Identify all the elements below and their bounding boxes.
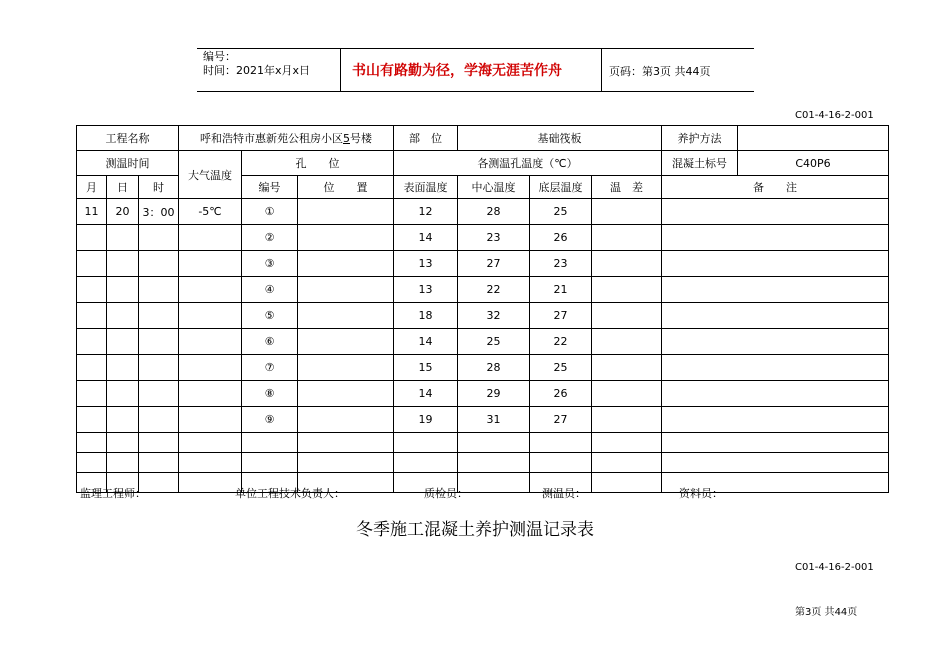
cell-pos [298, 277, 394, 303]
table-row [77, 381, 889, 407]
table-row [77, 329, 889, 355]
table-row [77, 225, 889, 251]
table-row [77, 453, 889, 473]
cell-air [179, 453, 242, 473]
header-divider [601, 49, 602, 91]
cell-no: ① [242, 199, 298, 225]
inspector-signature-label: 质检员： [424, 487, 468, 500]
cell-center [458, 433, 530, 453]
cell-air [179, 277, 242, 303]
cell-air: -5℃ [179, 199, 242, 225]
cell-diff [592, 453, 662, 473]
concrete-grade-label: 混凝土标号 [662, 151, 738, 175]
cell-no: ⑥ [242, 329, 298, 355]
cell-no: ④ [242, 277, 298, 303]
cell-pos [298, 251, 394, 277]
col-month: 月 [77, 176, 107, 199]
cell-month [77, 453, 107, 473]
cell-bottom: 27 [530, 303, 592, 329]
cell-diff [592, 355, 662, 381]
footer-page-counter: 第3页 共44页 [795, 607, 858, 618]
col-number: 编号 [242, 176, 298, 199]
measurement-rows [77, 199, 889, 493]
cell-month [77, 277, 107, 303]
cell-hour [139, 303, 179, 329]
cell-bottom: 23 [530, 251, 592, 277]
cell-surface [394, 433, 458, 453]
supervisor-signature-label: 监理工程师： [80, 487, 146, 500]
project-name-label: 工程名称 [77, 126, 179, 151]
cell-bottom: 25 [530, 199, 592, 225]
cell-diff [592, 251, 662, 277]
cell-surface: 13 [394, 251, 458, 277]
cell-bottom [530, 433, 592, 453]
header-divider [340, 49, 341, 91]
hole-position-label: 孔 位 [242, 151, 394, 176]
part-value: 基础筏板 [458, 126, 662, 151]
cell-surface: 13 [394, 277, 458, 303]
cell-no: ⑤ [242, 303, 298, 329]
cell-month: 11 [77, 199, 107, 225]
col-position: 位 置 [298, 176, 394, 199]
cell-diff [592, 473, 662, 493]
cell-center [458, 453, 530, 473]
cell-remark [662, 381, 889, 407]
cell-day [107, 277, 139, 303]
table-row [77, 473, 889, 493]
cell-no: ⑦ [242, 355, 298, 381]
cell-pos [298, 199, 394, 225]
cell-remark [662, 329, 889, 355]
table-row [77, 277, 889, 303]
cell-air [179, 329, 242, 355]
thermometrist-signature-label: 测温员： [542, 487, 586, 500]
cell-surface: 14 [394, 329, 458, 355]
cell-surface: 19 [394, 407, 458, 433]
col-bottom-temp: 底层温度 [530, 176, 592, 199]
cell-center: 31 [458, 407, 530, 433]
hole-temp-label: 各测温孔温度（℃） [394, 151, 662, 176]
cell-day [107, 329, 139, 355]
cell-center: 28 [458, 199, 530, 225]
cell-surface: 14 [394, 381, 458, 407]
cell-no: ② [242, 225, 298, 251]
cell-pos [298, 303, 394, 329]
cell-pos [298, 453, 394, 473]
cell-diff [592, 329, 662, 355]
cell-bottom: 26 [530, 381, 592, 407]
form-code-bottom: C01-4-16-2-001 [795, 562, 874, 573]
cell-pos [298, 381, 394, 407]
cell-month [77, 355, 107, 381]
cell-bottom: 26 [530, 225, 592, 251]
cell-center: 23 [458, 225, 530, 251]
cell-day [107, 453, 139, 473]
curing-method-value [738, 126, 888, 150]
cell-diff [592, 407, 662, 433]
cell-bottom: 22 [530, 329, 592, 355]
measure-time-label: 测温时间 [77, 151, 179, 176]
cell-center [458, 473, 530, 493]
cell-hour [139, 381, 179, 407]
cell-day [107, 303, 139, 329]
cell-month [77, 433, 107, 453]
cell-air [179, 225, 242, 251]
cell-center: 28 [458, 355, 530, 381]
header-page-counter: 页码：第3页 共44页 [609, 65, 711, 78]
header-motto: 书山有路勤为径，学海无涯苦作舟 [352, 63, 562, 79]
cell-remark [662, 199, 889, 225]
cell-air [179, 303, 242, 329]
cell-pos [298, 355, 394, 381]
cell-no [242, 433, 298, 453]
cell-surface: 15 [394, 355, 458, 381]
cell-diff [592, 303, 662, 329]
document-date: 时间：2021年x月x日 [203, 64, 311, 77]
cell-month [77, 225, 107, 251]
cell-day [107, 355, 139, 381]
cell-hour [139, 277, 179, 303]
cell-air [179, 407, 242, 433]
cell-bottom: 21 [530, 277, 592, 303]
cell-pos [298, 407, 394, 433]
cell-remark [662, 251, 889, 277]
table-row [77, 303, 889, 329]
cell-day [107, 381, 139, 407]
cell-diff [592, 199, 662, 225]
cell-remark [662, 303, 889, 329]
cell-pos [298, 329, 394, 355]
serial-number-label: 编号： [203, 50, 236, 63]
cell-diff [592, 225, 662, 251]
cell-remark [662, 355, 889, 381]
tech-lead-signature-label: 单位工程技术负责人： [235, 487, 345, 500]
cell-hour [139, 407, 179, 433]
col-hour: 时 [139, 176, 179, 199]
cell-center: 32 [458, 303, 530, 329]
cell-remark [662, 453, 889, 473]
cell-no: ⑧ [242, 381, 298, 407]
cell-hour [139, 453, 179, 473]
cell-day: 20 [107, 199, 139, 225]
col-day: 日 [107, 176, 139, 199]
cell-day [107, 251, 139, 277]
cell-hour [139, 225, 179, 251]
cell-pos [298, 433, 394, 453]
cell-no [242, 453, 298, 473]
cell-surface: 14 [394, 225, 458, 251]
concrete-grade-value: C40P6 [795, 156, 831, 170]
table-row [77, 199, 889, 225]
cell-diff [592, 277, 662, 303]
air-temp-label: 大气温度 [179, 151, 242, 199]
col-surface-temp: 表面温度 [394, 176, 458, 199]
cell-hour: 3：00 [139, 199, 179, 225]
table-row [77, 355, 889, 381]
archivist-signature-label: 资料员： [679, 487, 723, 500]
cell-pos [298, 225, 394, 251]
cell-bottom [530, 453, 592, 473]
cell-month [77, 303, 107, 329]
cell-no: ⑨ [242, 407, 298, 433]
table-row [77, 407, 889, 433]
table-row [77, 251, 889, 277]
cell-diff [592, 381, 662, 407]
col-center-temp: 中心温度 [458, 176, 530, 199]
cell-hour [139, 329, 179, 355]
document-title: 冬季施工混凝土养护测温记录表 [356, 520, 594, 540]
col-temp-diff: 温 差 [592, 176, 662, 199]
cell-center: 27 [458, 251, 530, 277]
form-code: C01-4-16-2-001 [795, 110, 874, 121]
cell-diff [592, 433, 662, 453]
cell-remark [662, 225, 889, 251]
cell-air [179, 433, 242, 453]
cell-air [179, 355, 242, 381]
cell-hour [139, 433, 179, 453]
cell-air [179, 251, 242, 277]
cell-no: ③ [242, 251, 298, 277]
cell-day [107, 407, 139, 433]
cell-day [107, 433, 139, 453]
part-label: 部 位 [394, 126, 458, 151]
cell-remark [662, 407, 889, 433]
cell-air [179, 381, 242, 407]
cell-month [77, 251, 107, 277]
cell-hour [139, 355, 179, 381]
temperature-log-table [76, 125, 889, 493]
col-remark: 备 注 [662, 176, 889, 199]
cell-day [107, 225, 139, 251]
curing-method-label: 养护方法 [662, 126, 738, 150]
cell-remark [662, 277, 889, 303]
cell-month [77, 407, 107, 433]
cell-surface [394, 453, 458, 473]
cell-bottom: 25 [530, 355, 592, 381]
cell-remark [662, 433, 889, 453]
cell-center: 22 [458, 277, 530, 303]
cell-surface: 12 [394, 199, 458, 225]
table-row [77, 433, 889, 453]
cell-hour [139, 251, 179, 277]
cell-month [77, 329, 107, 355]
cell-month [77, 381, 107, 407]
cell-air [179, 473, 242, 493]
cell-center: 29 [458, 381, 530, 407]
project-name-value: 呼和浩特市惠新苑公租房小区5号楼 [179, 126, 394, 151]
cell-bottom: 27 [530, 407, 592, 433]
cell-surface: 18 [394, 303, 458, 329]
cell-center: 25 [458, 329, 530, 355]
